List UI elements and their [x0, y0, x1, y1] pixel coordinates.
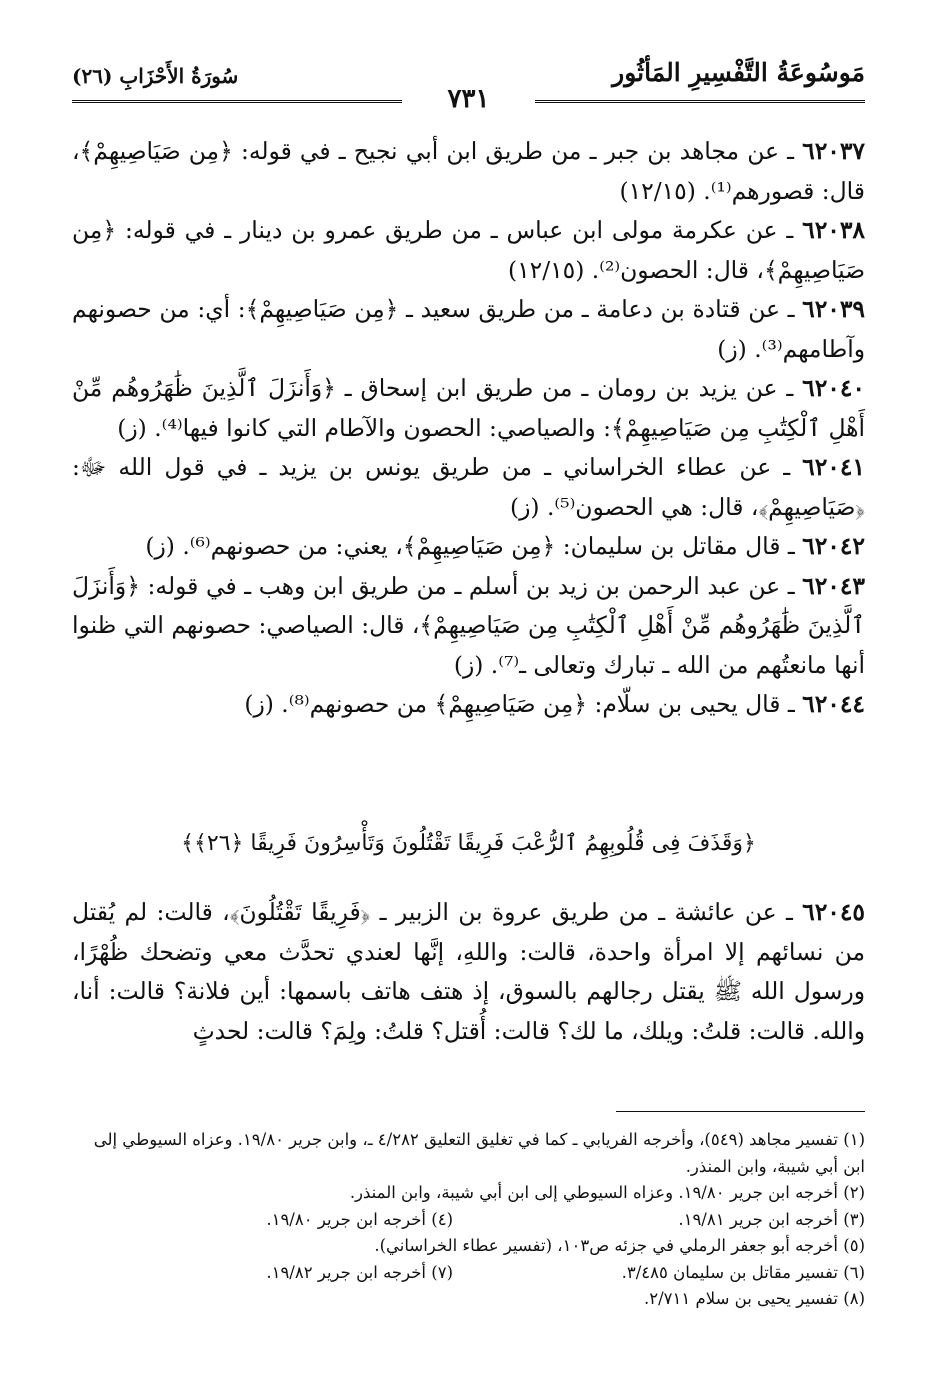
narration-paragraph — [72, 893, 865, 1051]
narration-number: ٦٢٠٤٣ — [802, 571, 865, 600]
narration-text: ـ قال مقاتل بن سليمان: ﴿مِن صَيَاصِيهِمْ﴾، يعني: من حصونهم⁽⁶⁾. (ز) — [145, 532, 803, 560]
surah-title: سُورَةُ الأَحْزَابِ (٢٦) — [72, 64, 239, 88]
footnote: (٧) أخرجه ابن جرير ١٩/٨٢. — [266, 1262, 453, 1282]
footnote: (٤) أخرجه ابن جرير ١٩/٨٠. — [266, 1209, 453, 1229]
running-header — [72, 58, 865, 114]
footnote-row — [72, 1207, 865, 1234]
footnote: (٦) تفسير مقاتل بن سليمان ٣/٤٨٥. — [621, 1262, 865, 1282]
footnote-row — [72, 1260, 865, 1287]
narration-number: ٦٢٠٤٥ — [802, 898, 865, 926]
narration-paragraph — [72, 527, 865, 567]
narration-text: ـ عن مجاهد بن جبر ـ من طريق ابن أبي نجيح ـ في قوله: ﴿مِن صَيَاصِيهِمْ﴾، قال: قصورهم⁽¹⁾. (١٢/١٥) — [72, 137, 865, 205]
header-rule-left — [72, 100, 402, 106]
narration-paragraph — [72, 567, 865, 686]
footnote-separator — [616, 1111, 865, 1112]
narration-number: ٦٢٠٣٨ — [802, 216, 865, 244]
narration-number: ٦٢٠٤٢ — [802, 532, 865, 560]
narration-text: ـ عن عطاء الخراساني ـ من طريق يونس بن يزيد ـ في قول الله ﷻ: ﴿صَيَاصِيهِمْ﴾، قال: هي الحصون⁽⁵⁾. (ز) — [72, 453, 865, 521]
narration-paragraph — [72, 132, 865, 211]
footnotes — [72, 1127, 865, 1313]
main-text — [72, 132, 865, 725]
narration-number: ٦٢٠٣٧ — [802, 137, 865, 165]
narration-number: ٦٢٠٣٩ — [802, 295, 865, 323]
footnote: (٢) أخرجه ابن جرير ١٩/٨٠. وعزاه السيوطي إلى ابن أبي شيبة، وابن المنذر. — [349, 1183, 865, 1202]
footnote: (٨) تفسير يحيى بن سلام ٢/٧١١. — [644, 1289, 865, 1308]
footnote: (٥) أخرجه أبو جعفر الرملي في جزئه ص١٠٣، (تفسير عطاء الخراساني). — [374, 1236, 865, 1255]
narration-paragraph — [72, 290, 865, 369]
narration-paragraph — [72, 369, 865, 448]
narration-paragraph — [72, 211, 865, 290]
narration-paragraph — [72, 448, 865, 527]
narration-number: ٦٢٠٤٤ — [802, 690, 865, 718]
narration-paragraph — [72, 685, 865, 725]
narration-text: ـ قال يحيى بن سلّام: ﴿مِن صَيَاصِيهِمْ﴾ من حصونهم⁽⁸⁾. (ز) — [244, 690, 803, 718]
quran-verse-heading: ﴿وَقَذَفَ فِى قُلُوبِهِمُ ٱلرُّعْبَ فَرِيقًا تَقْتُلُونَ وَتَأْسِرُونَ فَرِيقًا ﴿٢٦﴾﴾ — [181, 831, 756, 856]
narration-text: ـ عن عائشة ـ من طريق عروة بن الزبير ـ ﴿فَرِيقًا تَقْتُلُونَ﴾، قالت: لم يُقتل من نسائهم إلا امرأة واحدة، قالت: واللهِ، إنَّها لعندي تحدَّث معي وتضحك ظُهْرًا، ورسول الله ﷺ يقتل رجالهم بالسوق، إذ هتف هاتف باسمها: أين فلانة؟ قالت: أنا، والله. قالت: قلتُ: ويلك، ما لك؟ قالت: أُقتل؟ قلتُ: ولِمَ؟ قالت: لحدثٍ — [72, 898, 865, 1045]
footnote: (٣) أخرجه ابن جرير ١٩/٨١. — [678, 1209, 865, 1229]
narration-number: ٦٢٠٤١ — [802, 453, 865, 481]
footnote: (١) تفسير مجاهد (٥٤٩)، وأخرجه الفريابي ـ كما في تغليق التعليق ٤/٢٨٢ ـ، وابن جرير ١٩/٨٠. وعزاه السيوطي إلى ابن أبي شيبة، وابن المنذر. — [93, 1130, 865, 1176]
book-title: مَوسُوعَةُ التَّفْسِيرِ المَأثُور — [612, 58, 865, 87]
page-number: ۷۳۱ — [442, 84, 496, 114]
narration-number: ٦٢٠٤٠ — [802, 374, 865, 402]
narration-text: ـ عن عبد الرحمن بن زيد بن أسلم ـ من طريق ابن وهب ـ في قوله: ﴿وَأَنزَلَ ٱلَّذِينَ ظَٰهَرُوهُم مِّنْ أَهْلِ ٱلْكِتَٰبِ مِن صَيَاصِيهِمْ﴾، قال: الصياصي: حصونهم التي ظنوا أنها مانعتُهم من الله ـ تبارك وتعالى ـ⁽⁷⁾. (ز) — [72, 571, 865, 679]
header-rule-right — [535, 100, 865, 106]
narration-text: ـ عن عكرمة مولى ابن عباس ـ من طريق عمرو بن دينار ـ في قوله: ﴿مِن صَيَاصِيهِمْ﴾، قال: الحصون⁽²⁾. (١٢/١٥) — [72, 216, 865, 284]
narration-text: ـ عن يزيد بن رومان ـ من طريق ابن إسحاق ـ ﴿وَأَنزَلَ ٱلَّذِينَ ظَٰهَرُوهُم مِّنْ أَهْلِ ٱلْكِتَٰبِ مِن صَيَاصِيهِمْ﴾: والصياصي: الحصون والآطام التي كانوا فيها⁽⁴⁾. (ز) — [72, 374, 865, 442]
narration-text: ـ عن قتادة بن دعامة ـ من طريق سعيد ـ ﴿مِن صَيَاصِيهِمْ﴾: أي: من حصونهم وآطامهم⁽³⁾. (ز) — [72, 295, 865, 363]
